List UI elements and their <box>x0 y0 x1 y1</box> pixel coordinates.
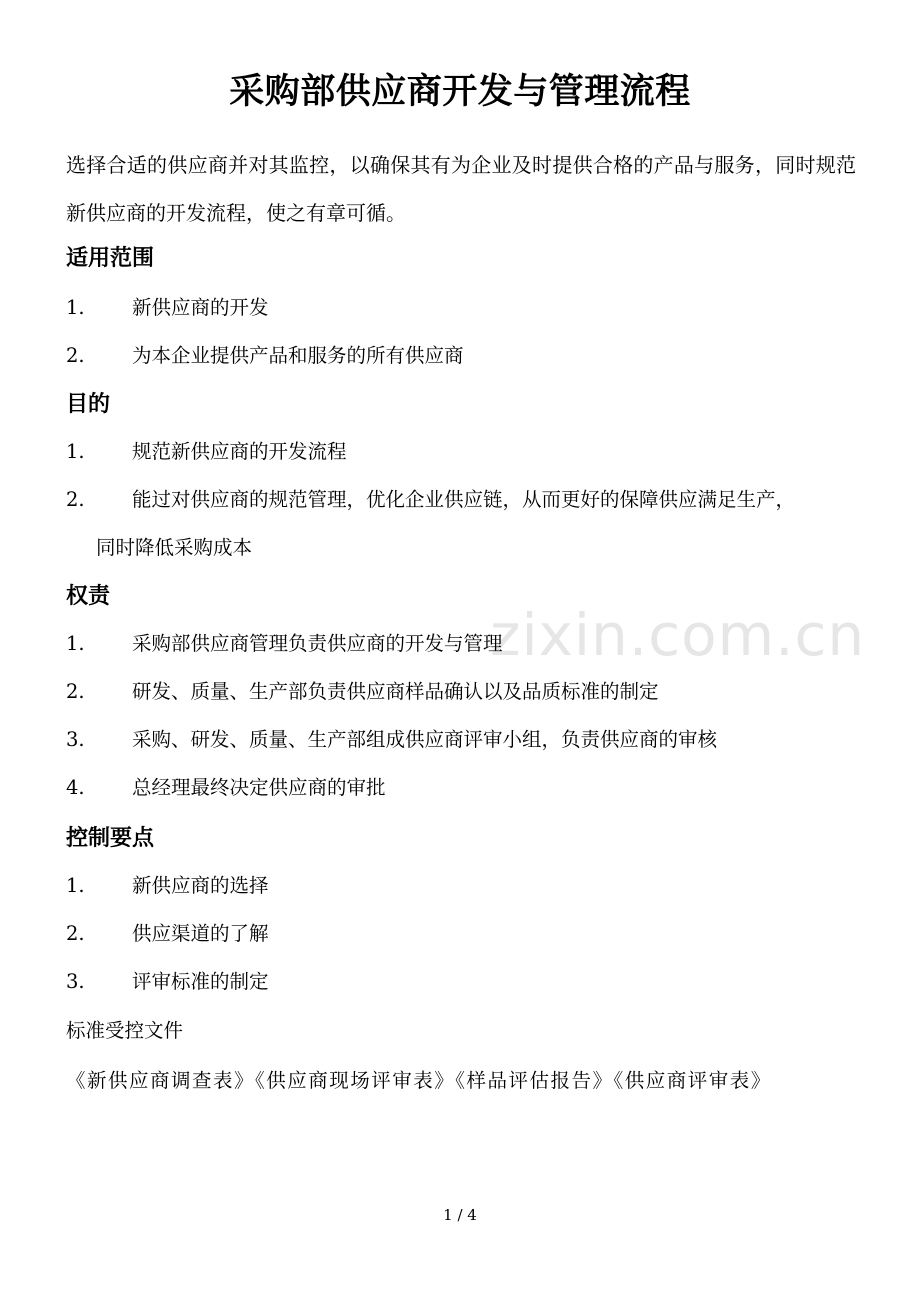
list-item <box>66 764 856 812</box>
list-item-text: 采购、研发、质量、生产部组成供应商评审小组，负责供应商的审核 <box>132 728 718 751</box>
list-item-text: 新供应商的开发 <box>132 296 269 319</box>
watermark: zixin.com.cn <box>490 601 866 669</box>
list-item-text: 评审标准的制定 <box>132 970 269 993</box>
list-item <box>66 668 856 716</box>
list-item-text: 供应渠道的了解 <box>132 922 269 945</box>
list-item-text: 能过对供应商的规范管理，优化企业供应链，从而更好的保障供应满足生产， <box>132 488 796 511</box>
list-item-number: 3. <box>66 970 85 993</box>
list-item-text: 为本企业提供产品和服务的所有供应商 <box>132 344 464 367</box>
heading-scope: 适用范围 <box>66 246 155 271</box>
list-item <box>66 620 856 668</box>
list-item-text: 总经理最终决定供应商的审批 <box>132 776 386 799</box>
list-item-number: 1. <box>66 440 85 463</box>
list-item <box>66 910 856 958</box>
list-item-number: 2. <box>66 344 85 367</box>
list-item <box>66 332 856 380</box>
controlled-docs-label: 标准受控文件 <box>66 1019 184 1042</box>
heading-purpose: 目的 <box>66 392 111 417</box>
list-item <box>66 284 856 332</box>
list-item-number: 2. <box>66 922 85 945</box>
list-item-number: 1. <box>66 632 85 655</box>
heading-responsibility: 权责 <box>66 584 111 609</box>
list-item <box>66 428 856 476</box>
list-item <box>66 716 856 764</box>
list-item-text: 新供应商的选择 <box>132 874 269 897</box>
list-item-text: 规范新供应商的开发流程 <box>132 440 347 463</box>
list-item-number: 1. <box>66 296 85 319</box>
list-item-text-continuation: 同时降低采购成本 <box>96 536 253 559</box>
list-item-number: 2. <box>66 680 85 703</box>
controlled-docs-list: 《新供应商调查表》《供应商现场评审表》《样品评估报告》《供应商评审表》 <box>66 1069 772 1092</box>
page-number: 1 / 4 <box>443 1206 477 1224</box>
list-item-number: 2. <box>66 488 85 511</box>
intro-paragraph: 选择合适的供应商并对其监控，以确保其有为企业及时提供合格的产品与服务，同时规范新供应商的开发流程，使之有章可循。 <box>66 153 856 225</box>
list-item-text: 采购部供应商管理负责供应商的开发与管理 <box>132 632 503 655</box>
heading-control-points: 控制要点 <box>66 826 155 851</box>
list-item <box>66 476 856 572</box>
list-item-number: 1. <box>66 874 85 897</box>
list-item-text: 研发、质量、生产部负责供应商样品确认以及品质标准的制定 <box>132 680 659 703</box>
list-item <box>66 958 856 1006</box>
document-title: 采购部供应商开发与管理流程 <box>229 72 691 112</box>
list-item-number: 3. <box>66 728 85 751</box>
list-item-number: 4. <box>66 776 85 799</box>
list-item <box>66 862 856 910</box>
